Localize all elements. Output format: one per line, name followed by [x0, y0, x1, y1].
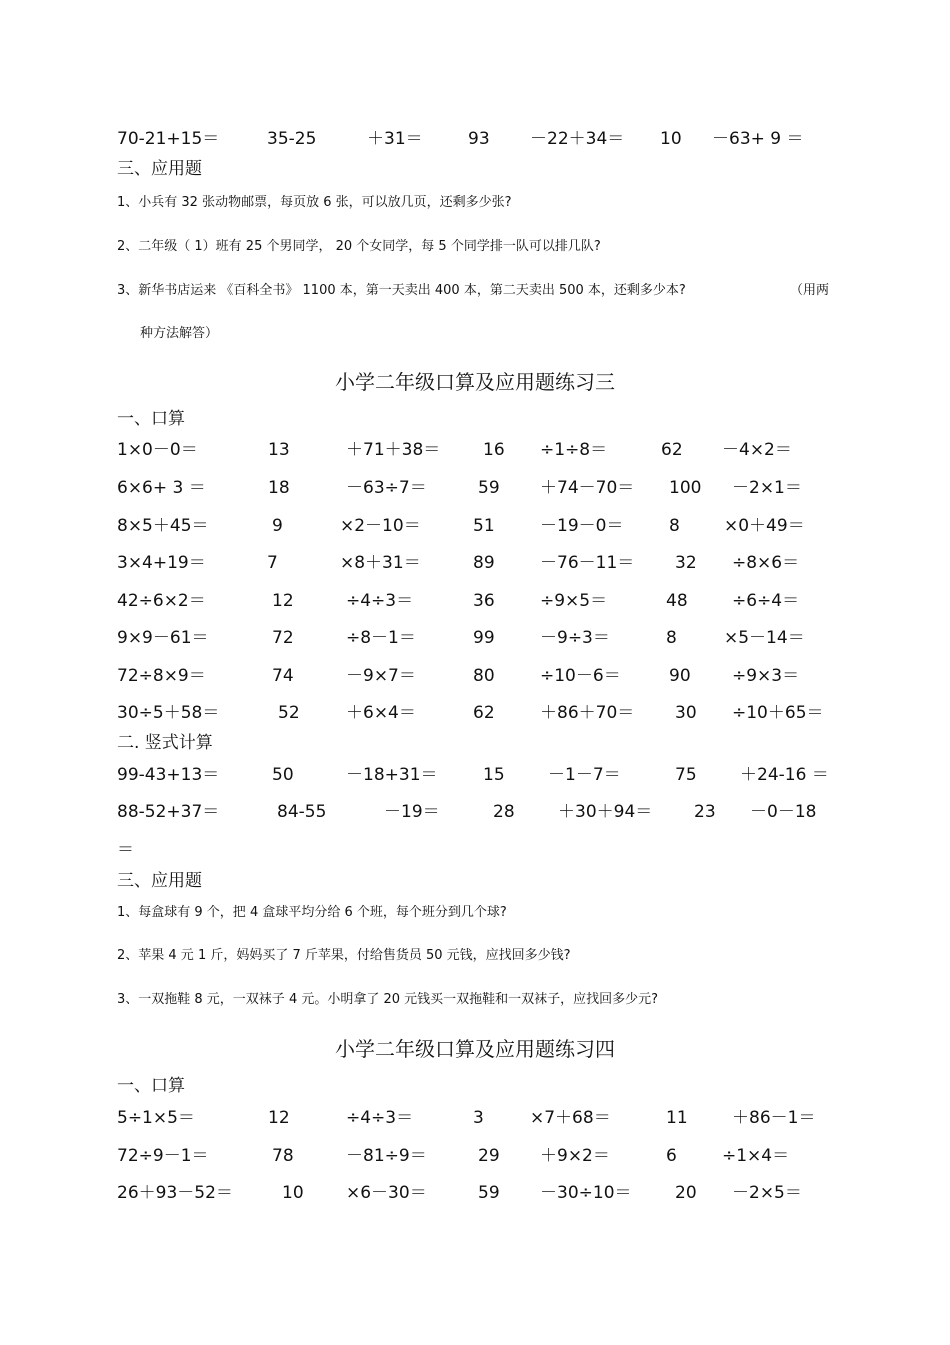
calc-cell: ×6－30＝ [346, 1183, 427, 1203]
calc-cell: ＋74－70＝ [540, 478, 635, 498]
calc-cell: ＋6×4＝ [346, 703, 416, 723]
calc-cell: 9×9－61＝ [117, 628, 209, 648]
calc-cell: 3×4+19＝ [117, 553, 206, 573]
calc-cell: 74 [272, 666, 294, 686]
calc-cell: ＋86＋70＝ [540, 703, 635, 723]
oral-row [0, 1107, 950, 1131]
calc-cell: －76－11＝ [540, 553, 635, 573]
word-problem-continuation: 种方法解答） [140, 326, 219, 341]
calc-cell: ÷1÷8＝ [540, 440, 608, 460]
calc-cell: －2×1＝ [732, 478, 802, 498]
section-heading-oral: 一、口算 [117, 409, 185, 429]
calc-cell: 72÷8×9＝ [117, 666, 206, 686]
calc-cell: 10 [660, 129, 682, 149]
calc-cell: 30÷5＋58＝ [117, 703, 220, 723]
calc-cell: 88-52+37＝ [117, 802, 220, 822]
calc-cell: 30 [675, 703, 697, 723]
calc-cell: 11 [666, 1108, 688, 1128]
calc-cell: ÷9×3＝ [732, 666, 800, 686]
calc-cell: －1－7＝ [548, 765, 621, 785]
calc-cell: 59 [478, 478, 500, 498]
calc-cell: 23 [694, 802, 716, 822]
calc-cell: 72 [272, 628, 294, 648]
oral-row [0, 1182, 950, 1206]
calc-cell: 48 [666, 591, 688, 611]
calc-cell: －63÷7＝ [346, 478, 427, 498]
word-problem: 1、每盒球有 9 个，把 4 盒球平均分给 6 个班，每个班分到几个球? [117, 905, 507, 920]
calc-cell: 12 [268, 1108, 290, 1128]
calc-cell: 8 [669, 516, 680, 536]
calc-cell: 5÷1×5＝ [117, 1108, 195, 1128]
calc-cell: －30÷10＝ [540, 1183, 632, 1203]
calc-cell: ＋9×2＝ [540, 1146, 610, 1166]
calc-cell: 42÷6×2＝ [117, 591, 206, 611]
calc-cell: 8 [666, 628, 677, 648]
calc-cell: 84-55 [277, 802, 327, 822]
section-heading-oral: 一、口算 [117, 1076, 185, 1096]
calc-cell: 36 [473, 591, 495, 611]
calc-cell: 99-43+13＝ [117, 765, 220, 785]
calc-cell: 1×0－0＝ [117, 440, 198, 460]
calc-cell: 7 [267, 553, 278, 573]
oral-row [0, 627, 950, 651]
calc-cell: 18 [268, 478, 290, 498]
vertical-row-tail: ＝ [117, 840, 134, 860]
calc-cell: －0－18 [750, 802, 817, 822]
calc-cell: ÷8×6＝ [732, 553, 800, 573]
calc-cell: －2×5＝ [732, 1183, 802, 1203]
calc-cell: 10 [282, 1183, 304, 1203]
calc-cell: 20 [675, 1183, 697, 1203]
calc-cell: 29 [478, 1146, 500, 1166]
calc-cell: ＋31＝ [367, 129, 423, 149]
oral-row [0, 439, 950, 463]
calc-cell: 90 [669, 666, 691, 686]
calc-cell: －9÷3＝ [540, 628, 610, 648]
calc-cell: －81÷9＝ [346, 1146, 427, 1166]
calc-cell: 13 [268, 440, 290, 460]
calc-cell: ÷4÷3＝ [346, 591, 414, 611]
calc-cell: 52 [278, 703, 300, 723]
word-problem: 2、苹果 4 元 1 斤，妈妈买了 7 斤苹果，付给售货员 50 元钱，应找回多少钱? [117, 948, 571, 963]
calc-cell: 51 [473, 516, 495, 536]
oral-row [0, 702, 950, 726]
calc-cell: ÷1×4＝ [722, 1146, 790, 1166]
calc-cell: ×0＋49＝ [724, 516, 805, 536]
section-heading-vertical: 二. 竖式计算 [117, 733, 213, 753]
calc-cell: ÷10＋65＝ [732, 703, 824, 723]
calc-cell: 9 [272, 516, 283, 536]
calc-cell: 35-25 [267, 129, 317, 149]
calc-cell: 75 [675, 765, 697, 785]
vertical-row [0, 764, 950, 788]
calc-cell: 28 [493, 802, 515, 822]
calc-cell: ＋24-16 ＝ [740, 765, 829, 785]
oral-row [0, 1145, 950, 1169]
calc-cell: ÷10－6＝ [540, 666, 621, 686]
calc-cell: 6 [666, 1146, 677, 1166]
calc-cell: －63+ 9 ＝ [712, 129, 804, 149]
calc-cell: ÷9×5＝ [540, 591, 608, 611]
calc-cell: 78 [272, 1146, 294, 1166]
top-calc-row [0, 128, 950, 152]
word-problem: 3、一双拖鞋 8 元，一双袜子 4 元。小明拿了 20 元钱买一双拖鞋和一双袜子，应找回多少元? [117, 992, 659, 1007]
calc-cell: ÷4÷3＝ [346, 1108, 414, 1128]
calc-cell: ＋71＋38＝ [346, 440, 441, 460]
calc-cell: ÷8－1＝ [346, 628, 416, 648]
calc-cell: 32 [675, 553, 697, 573]
calc-cell: 50 [272, 765, 294, 785]
calc-cell: －18+31＝ [346, 765, 438, 785]
calc-cell: －19－0＝ [540, 516, 624, 536]
calc-cell: －19＝ [384, 802, 440, 822]
calc-cell: ×7＋68＝ [530, 1108, 611, 1128]
calc-cell: 70-21+15＝ [117, 129, 220, 149]
calc-cell: 99 [473, 628, 495, 648]
oral-row [0, 665, 950, 689]
calc-cell: 100 [669, 478, 702, 498]
oral-row [0, 477, 950, 501]
calc-cell: 62 [473, 703, 495, 723]
calc-cell: 16 [483, 440, 505, 460]
calc-cell: 72÷9－1＝ [117, 1146, 209, 1166]
calc-cell: ÷6÷4＝ [732, 591, 800, 611]
calc-cell: －22＋34＝ [530, 129, 625, 149]
calc-cell: 59 [478, 1183, 500, 1203]
calc-cell: ×2－10＝ [340, 516, 421, 536]
oral-row [0, 515, 950, 539]
oral-row [0, 590, 950, 614]
calc-cell: 89 [473, 553, 495, 573]
vertical-row [0, 801, 950, 825]
exercise-title: 小学二年级口算及应用题练习三 [335, 370, 615, 394]
calc-cell: 26＋93－52＝ [117, 1183, 233, 1203]
calc-cell: －4×2＝ [722, 440, 792, 460]
oral-row [0, 552, 950, 576]
section-heading-applied: 三、应用题 [117, 159, 202, 179]
calc-cell: 8×5＋45＝ [117, 516, 209, 536]
calc-cell: 6×6+ 3 ＝ [117, 478, 206, 498]
calc-cell: 15 [483, 765, 505, 785]
word-problem: 1、小兵有 32 张动物邮票，每页放 6 张，可以放几页，还剩多少张? [117, 195, 512, 210]
exercise-title: 小学二年级口算及应用题练习四 [335, 1037, 615, 1061]
word-problem: 3、新华书店运来 《百科全书》 1100 本，第一天卖出 400 本，第二天卖出 500 本，还剩多少本? [117, 283, 686, 298]
calc-cell: ×8＋31＝ [340, 553, 421, 573]
section-heading-applied: 三、应用题 [117, 871, 202, 891]
calc-cell: 3 [473, 1108, 484, 1128]
calc-cell: 12 [272, 591, 294, 611]
calc-cell: ×5－14＝ [724, 628, 805, 648]
calc-cell: ＋30＋94＝ [558, 802, 653, 822]
calc-cell: 80 [473, 666, 495, 686]
calc-cell: 93 [468, 129, 490, 149]
calc-cell: －9×7＝ [346, 666, 416, 686]
calc-cell: 62 [661, 440, 683, 460]
word-problem-tail: （用两 [790, 283, 830, 298]
calc-cell: ＋86－1＝ [732, 1108, 816, 1128]
word-problem: 2、二年级（ 1）班有 25 个男同学， 20 个女同学，每 5 个同学排一队可以排几队? [117, 239, 601, 254]
